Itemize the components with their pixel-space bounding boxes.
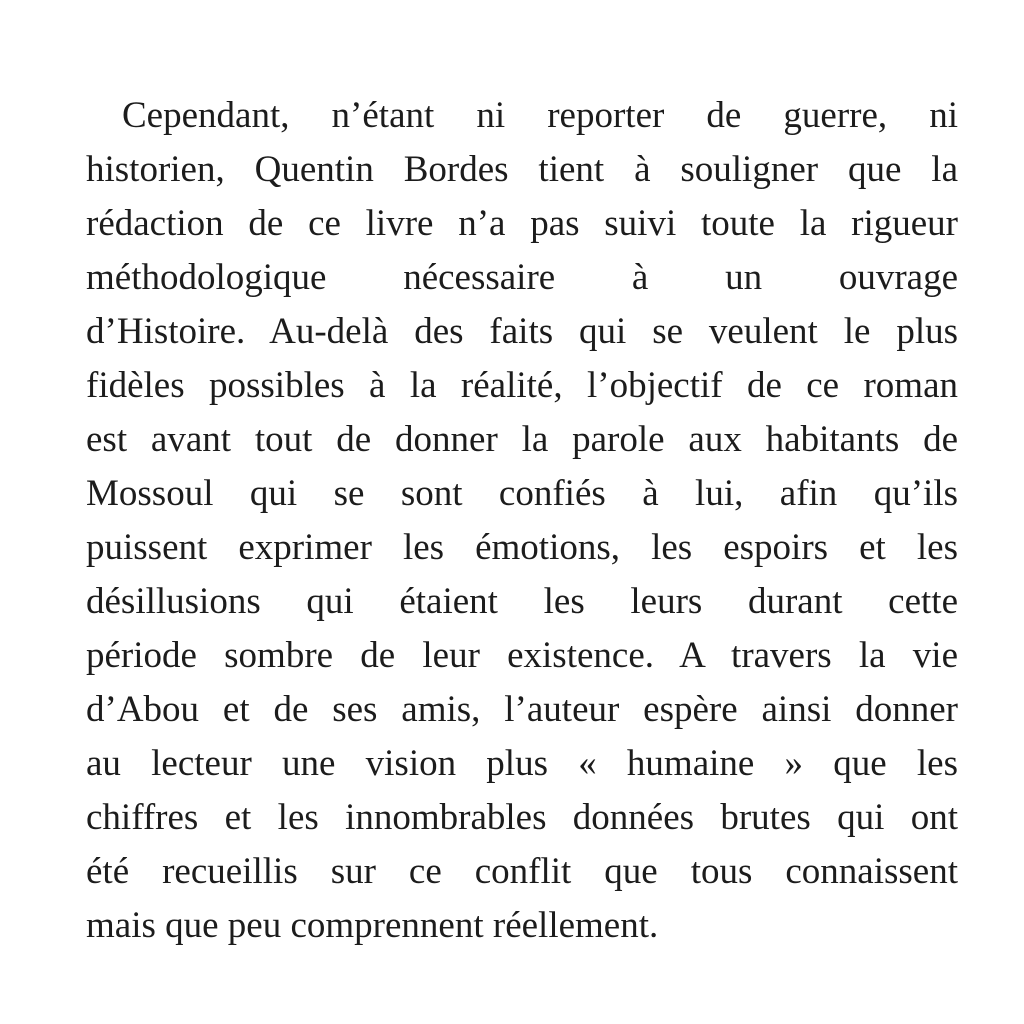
paragraph-line: Mossoul qui se sont confiés à lui, afin qu’ils (86, 473, 958, 514)
paragraph-line: au lecteur une vision plus « humaine » que les (86, 743, 958, 784)
paragraph-line: puissent exprimer les émotions, les espoirs et les (86, 527, 958, 568)
paragraph-line: d’Histoire. Au-delà des faits qui se veulent le plus (86, 311, 958, 352)
paragraph-line: historien, Quentin Bordes tient à souligner que la (86, 149, 958, 190)
body-paragraph (86, 89, 958, 953)
paragraph-line: fidèles possibles à la réalité, l’objectif de ce roman (86, 365, 958, 406)
paragraph-line-last: mais que peu comprennent réellement. (86, 905, 659, 946)
paragraph-line: période sombre de leur existence. A travers la vie (86, 635, 958, 676)
paragraph-line: chiffres et les innombrables données brutes qui ont (86, 797, 958, 838)
paragraph-line: été recueillis sur ce conflit que tous connaissent (86, 851, 958, 892)
paragraph-line: désillusions qui étaient les leurs durant cette (86, 581, 958, 622)
paragraph-line: méthodologique nécessaire à un ouvrage (86, 257, 958, 298)
paragraph-line: Cependant, n’étant ni reporter de guerre, ni (122, 95, 958, 136)
paragraph-line: est avant tout de donner la parole aux habitants de (86, 419, 958, 460)
paragraph-line: d’Abou et de ses amis, l’auteur espère ainsi donner (86, 689, 958, 730)
paragraph-line: rédaction de ce livre n’a pas suivi toute la rigueur (86, 203, 958, 244)
